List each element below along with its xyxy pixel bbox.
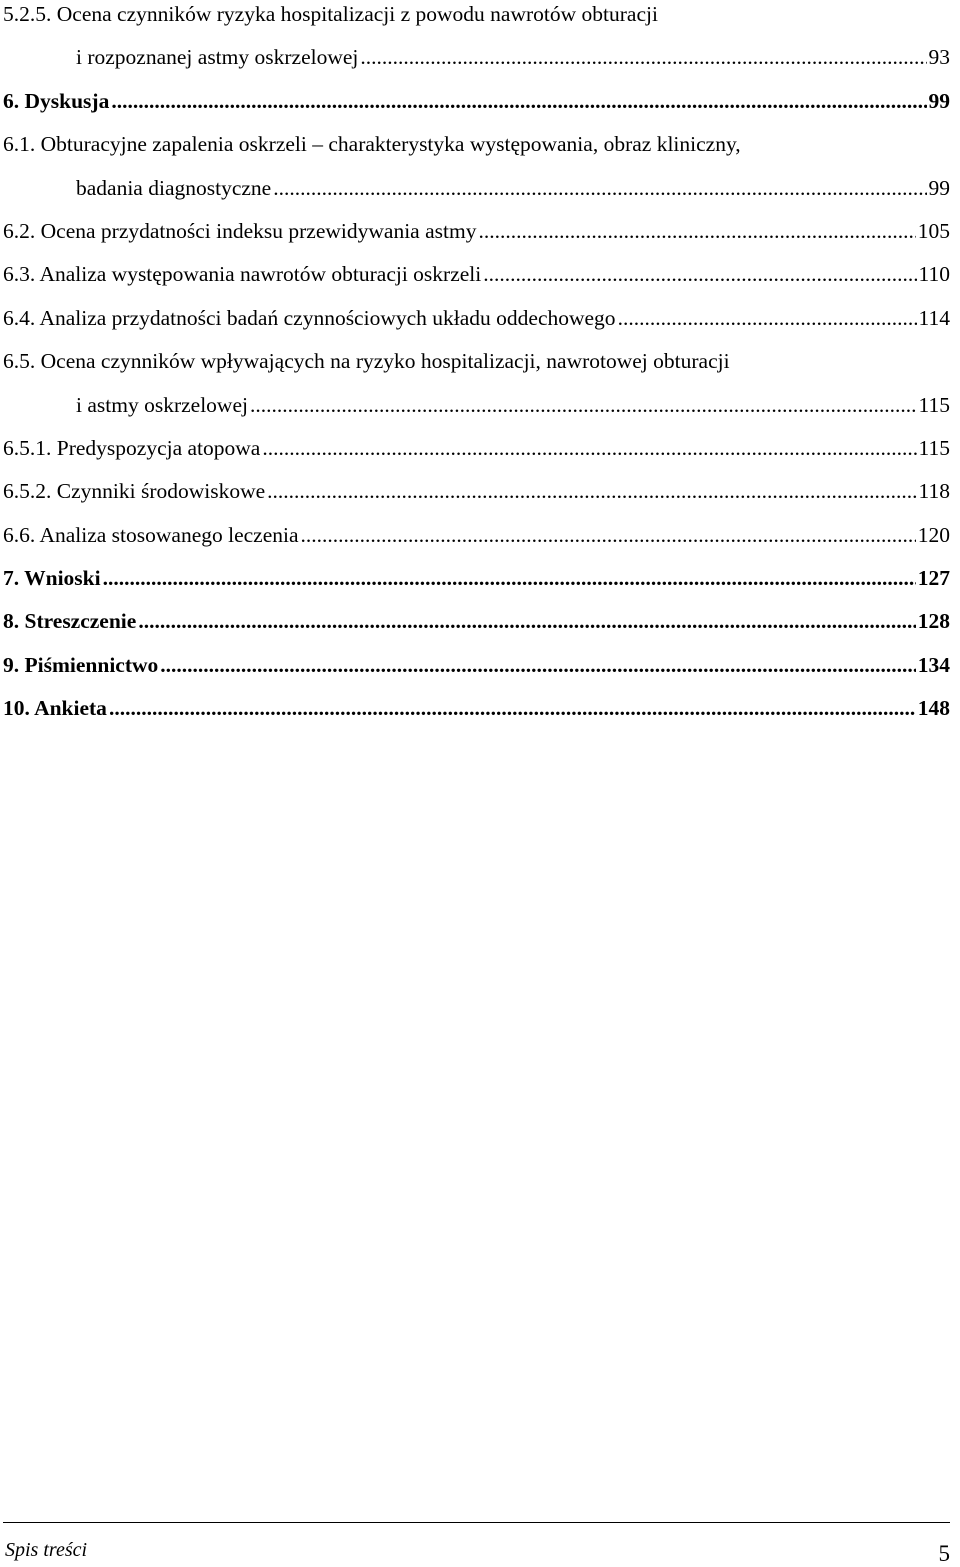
toc-entry-title: 5.2.5. Ocena czynników ryzyka hospitalizacji z powodu nawrotów obturacji bbox=[3, 2, 658, 26]
toc-entry-title: 6.4. Analiza przydatności badań czynnościowych układu oddechowego bbox=[3, 305, 616, 330]
toc-entry-title: 6.6. Analiza stosowanego leczenia bbox=[3, 522, 299, 547]
toc-entry-title: 6. Dyskusja bbox=[3, 88, 110, 113]
toc-page-number: 148 bbox=[917, 696, 950, 721]
toc-entry-title: 9. Piśmiennictwo bbox=[3, 652, 159, 677]
toc-entry-6-4 bbox=[3, 304, 950, 347]
toc-entry-6-5-1 bbox=[3, 434, 950, 477]
dot-leader bbox=[301, 521, 916, 549]
toc-entry-title: 6.3. Analiza występowania nawrotów obturacji oskrzeli bbox=[3, 262, 482, 287]
toc-page-number: 115 bbox=[918, 392, 950, 417]
toc-page-number: 127 bbox=[917, 566, 950, 591]
toc-entry-title: 6.2. Ocena przydatności indeksu przewidywania astmy bbox=[3, 218, 477, 243]
dot-leader bbox=[478, 217, 915, 245]
footer-section-title: Spis treści bbox=[5, 1539, 88, 1561]
toc-page-number: 120 bbox=[917, 522, 950, 547]
toc-entry-6-3 bbox=[3, 260, 950, 303]
toc-entry-6-5 bbox=[3, 347, 950, 390]
toc-page-number: 99 bbox=[928, 175, 950, 200]
toc-entry-9 bbox=[3, 651, 950, 694]
table-of-contents bbox=[3, 0, 950, 738]
dot-leader bbox=[109, 694, 916, 722]
dot-leader bbox=[160, 651, 915, 679]
toc-page-number: 99 bbox=[928, 88, 950, 113]
toc-page-number: 128 bbox=[917, 609, 950, 634]
toc-page-number: 114 bbox=[918, 305, 950, 330]
toc-entry-5-2-5-cont bbox=[3, 43, 950, 86]
dot-leader bbox=[250, 391, 917, 419]
toc-entry-title: i astmy oskrzelowej bbox=[76, 392, 248, 417]
toc-page-number: 110 bbox=[918, 262, 950, 287]
toc-entry-6-1 bbox=[3, 130, 950, 173]
toc-entry-title: 6.1. Obturacyjne zapalenia oskrzeli – charakterystyka występowania, obraz kliniczny, bbox=[3, 132, 741, 157]
dot-leader bbox=[360, 43, 926, 71]
toc-entry-title: 10. Ankieta bbox=[3, 696, 107, 721]
toc-page-number: 115 bbox=[918, 435, 950, 460]
toc-entry-6-1-cont bbox=[3, 174, 950, 217]
toc-entry-6-5-cont bbox=[3, 391, 950, 434]
toc-entry-title: 6.5.2. Czynniki środowiskowe bbox=[3, 479, 266, 504]
footer-divider bbox=[3, 1522, 950, 1523]
toc-page-number: 134 bbox=[917, 652, 950, 677]
dot-leader bbox=[262, 434, 916, 462]
toc-entry-title: 6.5.1. Predyspozycja atopowa bbox=[3, 435, 261, 460]
toc-entry-6-2 bbox=[3, 217, 950, 260]
footer-page-number: 5 bbox=[938, 1541, 950, 1566]
toc-entry-8 bbox=[3, 607, 950, 650]
dot-leader bbox=[111, 87, 926, 115]
toc-entry-6-6 bbox=[3, 521, 950, 564]
toc-page-number: 93 bbox=[928, 45, 950, 70]
dot-leader bbox=[483, 260, 916, 288]
dot-leader bbox=[138, 607, 915, 635]
toc-entry-title: badania diagnostyczne bbox=[76, 175, 272, 200]
toc-entry-10 bbox=[3, 694, 950, 737]
toc-entry-7 bbox=[3, 564, 950, 607]
toc-entry-6-5-2 bbox=[3, 477, 950, 520]
toc-entry-5-2-5 bbox=[3, 0, 950, 43]
dot-leader bbox=[103, 564, 916, 592]
toc-entry-6 bbox=[3, 87, 950, 130]
toc-entry-title: 6.5. Ocena czynników wpływających na ryzyko hospitalizacji, nawrotowej obturacji bbox=[3, 349, 730, 374]
toc-entry-title: 8. Streszczenie bbox=[3, 609, 137, 634]
dot-leader bbox=[267, 477, 916, 505]
dot-leader bbox=[273, 174, 926, 202]
toc-page-number: 118 bbox=[918, 479, 950, 504]
dot-leader bbox=[618, 304, 917, 332]
toc-page-number: 105 bbox=[917, 218, 950, 243]
toc-entry-title: i rozpoznanej astmy oskrzelowej bbox=[76, 45, 359, 70]
toc-entry-title: 7. Wnioski bbox=[3, 566, 101, 591]
